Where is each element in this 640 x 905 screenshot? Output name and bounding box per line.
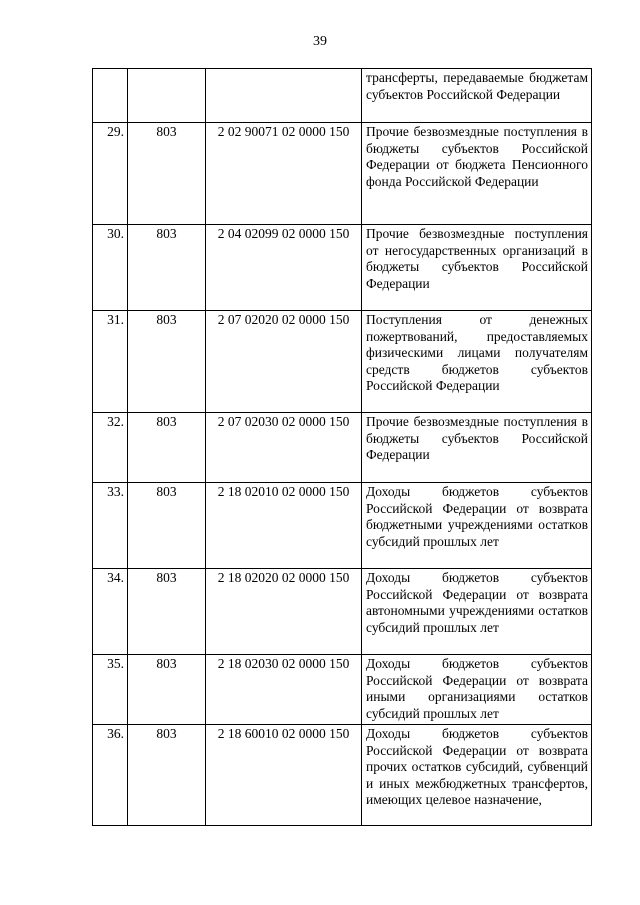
description-cell: Доходы бюджетов субъектов Российской Федерации от возврата автономными учреждениями остатков субсидий прошлых лет (362, 569, 592, 655)
budget-code-cell: 2 02 90071 02 0000 150 (206, 123, 362, 225)
admin-code-cell: 803 (128, 311, 206, 413)
row-number-cell (93, 69, 128, 123)
table-row (93, 569, 592, 655)
row-number-cell: 34. (93, 569, 128, 655)
admin-code-cell: 803 (128, 413, 206, 483)
admin-code-cell: 803 (128, 123, 206, 225)
budget-code-cell: 2 07 02020 02 0000 150 (206, 311, 362, 413)
description-cell: Доходы бюджетов субъектов Российской Федерации от возврата бюджетными учреждениями остатков субсидий прошлых лет (362, 483, 592, 569)
description-cell: Поступления от денежных пожертвований, предоставляемых физическими лицами получателям средств бюджетов субъектов Российской Федерации (362, 311, 592, 413)
row-number-cell: 33. (93, 483, 128, 569)
description-cell: Прочие безвозмездные поступления в бюджеты субъектов Российской Федерации от бюджета Пенсионного фонда Российской Федерации (362, 123, 592, 225)
budget-code-cell: 2 07 02030 02 0000 150 (206, 413, 362, 483)
budget-code-cell (206, 69, 362, 123)
description-cell: Доходы бюджетов субъектов Российской Федерации от возврата иными организациями остатков субсидий прошлых лет (362, 655, 592, 725)
table-row (93, 225, 592, 311)
revenue-codes-table (92, 68, 592, 826)
budget-code-cell: 2 04 02099 02 0000 150 (206, 225, 362, 311)
admin-code-cell: 803 (128, 225, 206, 311)
row-number-cell: 32. (93, 413, 128, 483)
budget-code-cell: 2 18 02010 02 0000 150 (206, 483, 362, 569)
row-number-cell: 29. (93, 123, 128, 225)
budget-code-cell: 2 18 02030 02 0000 150 (206, 655, 362, 725)
page-number: 39 (313, 34, 327, 49)
row-number-cell: 30. (93, 225, 128, 311)
admin-code-cell: 803 (128, 655, 206, 725)
table-row (93, 655, 592, 725)
table-row (93, 311, 592, 413)
table-row (93, 725, 592, 826)
admin-code-cell: 803 (128, 483, 206, 569)
description-cell: Доходы бюджетов субъектов Российской Федерации от возврата прочих остатков субсидий, субвенций и иных межбюджетных трансфертов, имеющих целевое назначение, (362, 725, 592, 826)
admin-code-cell (128, 69, 206, 123)
description-cell: Прочие безвозмездные поступления от негосударственных организаций в бюджеты субъектов Российской Федерации (362, 225, 592, 311)
row-number-cell: 31. (93, 311, 128, 413)
row-number-cell: 36. (93, 725, 128, 826)
budget-code-cell: 2 18 02020 02 0000 150 (206, 569, 362, 655)
table-row (93, 123, 592, 225)
description-cell: трансферты, передаваемые бюджетам субъектов Российской Федерации (362, 69, 592, 123)
admin-code-cell: 803 (128, 725, 206, 826)
budget-code-cell: 2 18 60010 02 0000 150 (206, 725, 362, 826)
table-row (93, 413, 592, 483)
table-row (93, 69, 592, 123)
table-row (93, 483, 592, 569)
admin-code-cell: 803 (128, 569, 206, 655)
description-cell: Прочие безвозмездные поступления в бюджеты субъектов Российской Федерации (362, 413, 592, 483)
row-number-cell: 35. (93, 655, 128, 725)
